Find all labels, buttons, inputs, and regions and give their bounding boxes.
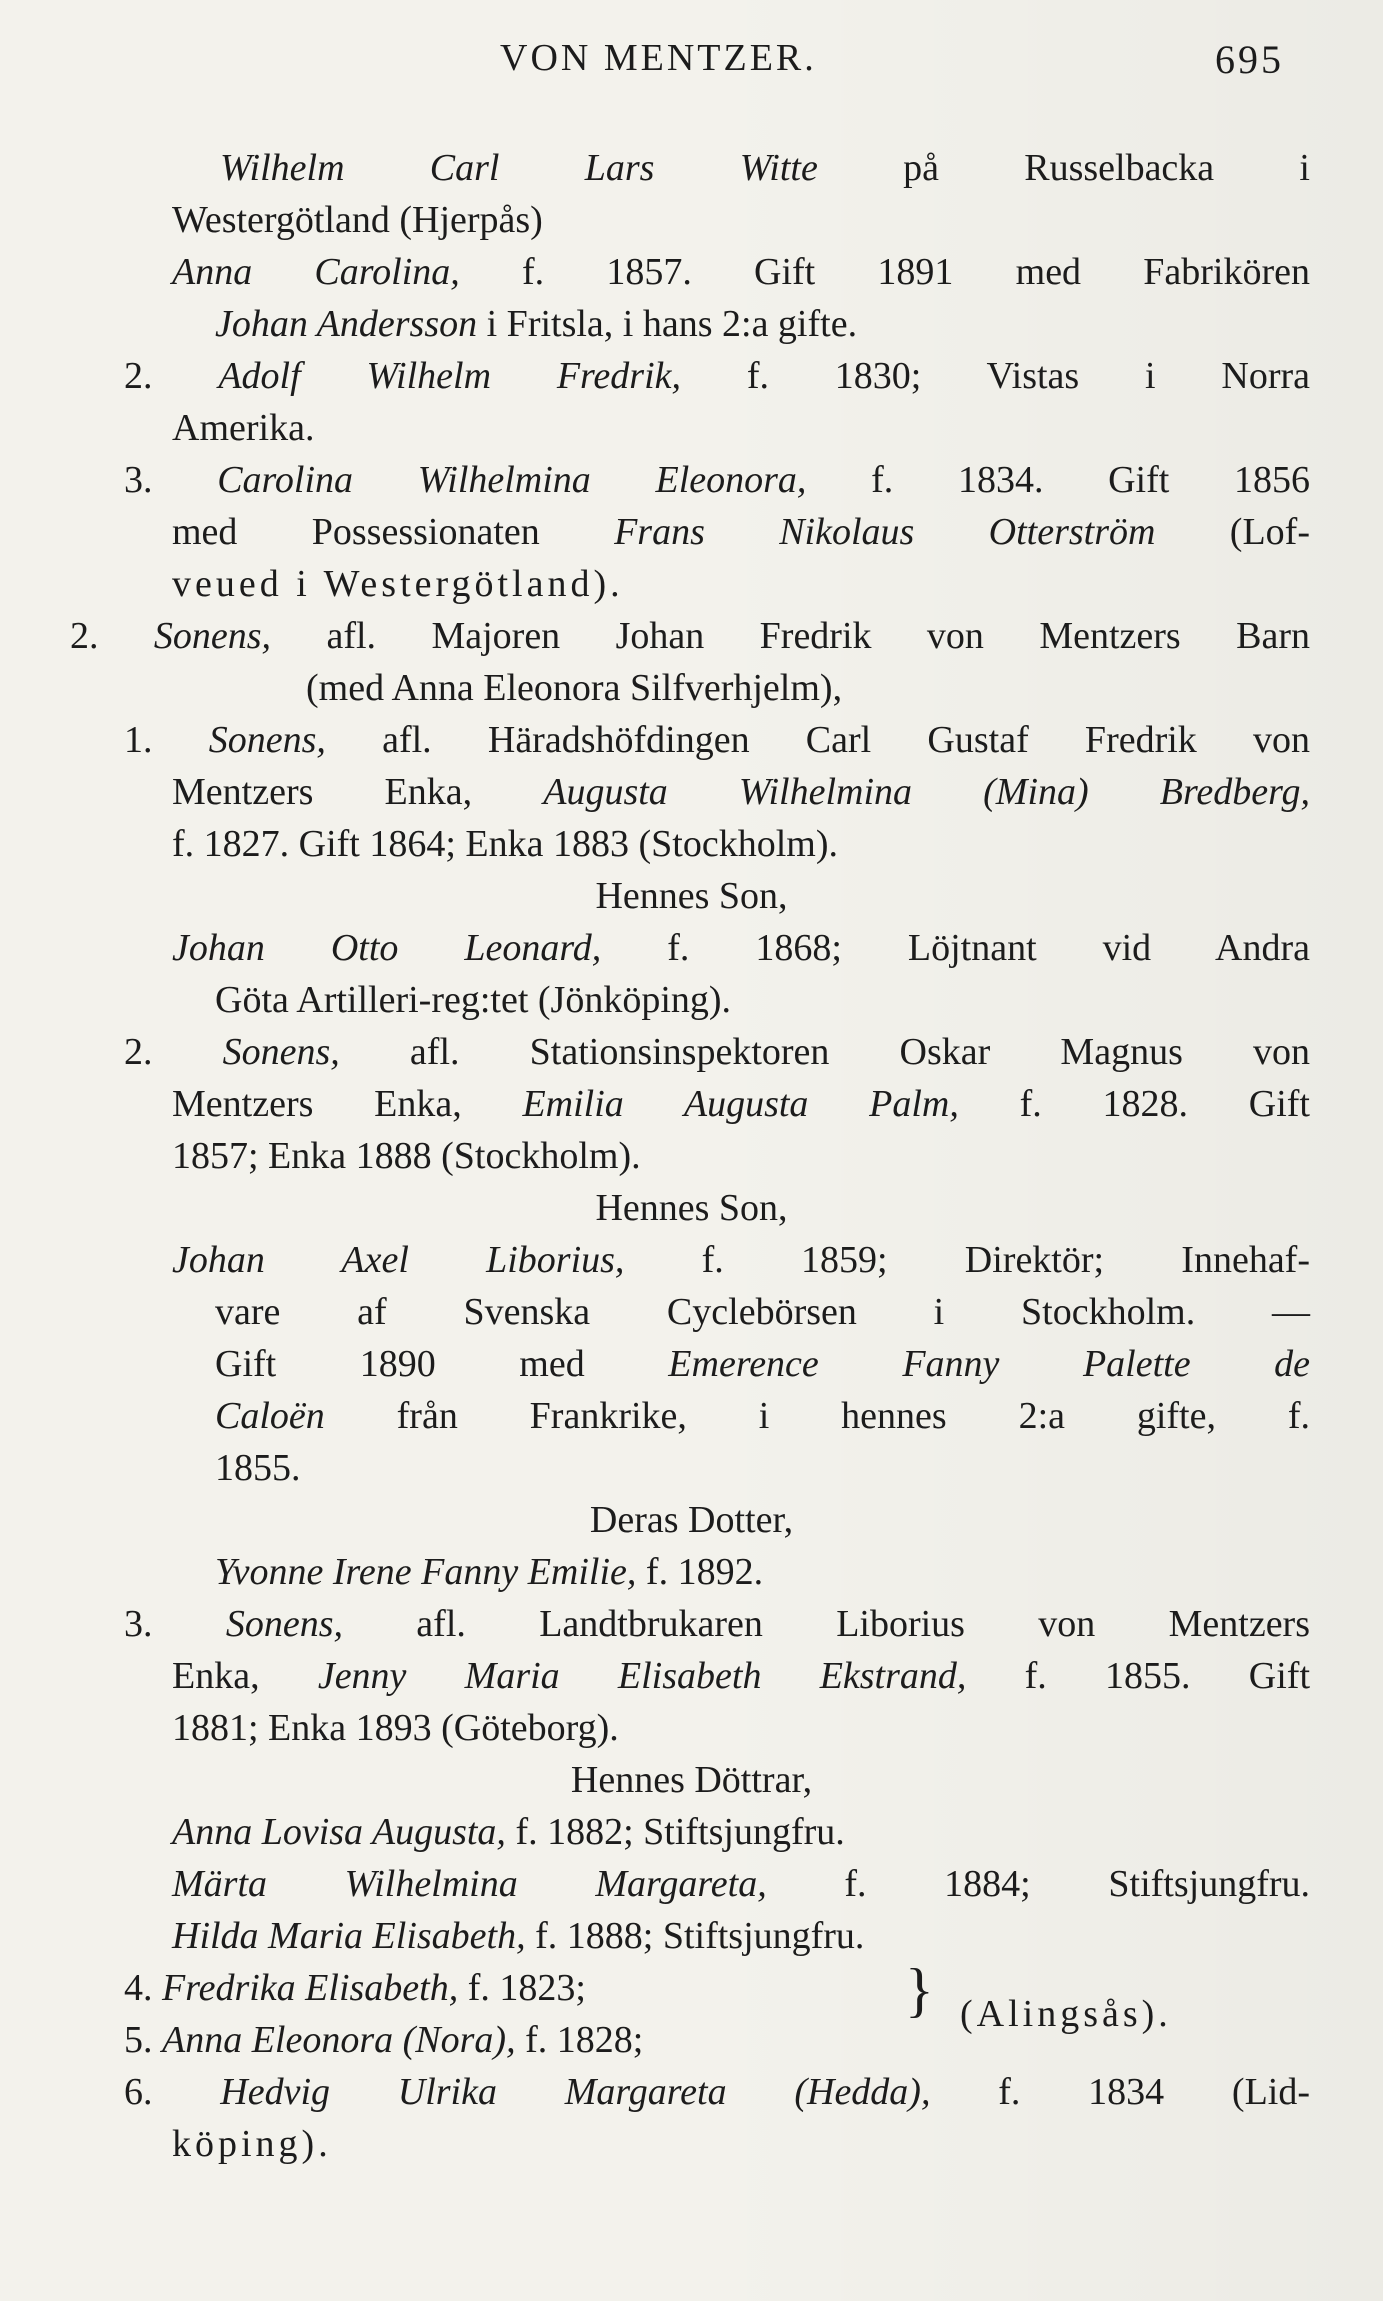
text-line: veued i Westergötland). <box>172 563 624 605</box>
text-line: Amerika. <box>172 407 315 449</box>
text-line: köping). <box>172 2123 332 2165</box>
text-line: med Possessionaten Frans Nikolaus Otterström (Lof- <box>172 511 1310 553</box>
text-line: Johan Axel Liborius, f. 1859; Direktör; Innehaf- <box>172 1239 1310 1281</box>
text-line: Yvonne Irene Fanny Emilie, f. 1892. <box>215 1551 764 1593</box>
brace-note: (Alingsås). <box>960 1993 1172 2035</box>
page-number: 695 <box>1215 37 1284 82</box>
text-line: 1857; Enka 1888 (Stockholm). <box>172 1135 641 1177</box>
text-line: Enka, Jenny Maria Elisabeth Ekstrand, f. 1855. Gift <box>172 1655 1310 1697</box>
text-line: Mentzers Enka, Emilia Augusta Palm, f. 1828. Gift <box>172 1083 1310 1125</box>
text-line: vare af Svenska Cyclebörsen i Stockholm. — <box>215 1291 1310 1333</box>
text-line: Johan Otto Leonard, f. 1868; Löjtnant vid Andra <box>172 927 1310 969</box>
text-line: 3. Carolina Wilhelmina Eleonora, f. 1834. Gift 1856 <box>124 459 1311 501</box>
text-line: Anna Carolina, f. 1857. Gift 1891 med Fabrikören <box>172 251 1310 293</box>
text-line: 1855. <box>215 1447 301 1489</box>
text-line: 2. Sonens, afl. Majoren Johan Fredrik von Mentzers Barn <box>70 615 1310 657</box>
text-line: (med Anna Eleonora Silfverhjelm), <box>306 667 843 709</box>
text-line: 2. Adolf Wilhelm Fredrik, f. 1830; Vistas i Norra <box>124 355 1310 397</box>
text-line: 5. Anna Eleonora (Nora), f. 1828; <box>124 2019 644 2061</box>
text-line: 1. Sonens, afl. Häradshöfdingen Carl Gustaf Fredrik von <box>124 719 1311 761</box>
section-heading: Hennes Son, <box>595 875 788 917</box>
text-line: Johan Andersson i Fritsla, i hans 2:a gifte. <box>215 303 858 345</box>
text-line: Märta Wilhelmina Margareta, f. 1884; Stiftsjungfru. <box>172 1863 1311 1905</box>
text-line: 4. Fredrika Elisabeth, f. 1823; <box>124 1967 586 2009</box>
running-header <box>0 36 1383 86</box>
text-line: Westergötland (Hjerpås) <box>172 199 543 241</box>
text-line: Mentzers Enka, Augusta Wilhelmina (Mina) Bredberg, <box>172 771 1311 813</box>
section-heading: Deras Dotter, <box>589 1499 794 1541</box>
text-line: Hilda Maria Elisabeth, f. 1888; Stiftsjungfru. <box>172 1915 865 1957</box>
text-line: Gift 1890 med Emerence Fanny Palette de <box>215 1343 1311 1385</box>
section-heading: Hennes Döttrar, <box>570 1759 813 1801</box>
text-line: 1881; Enka 1893 (Göteborg). <box>172 1707 619 1749</box>
section-heading: Hennes Son, <box>595 1187 788 1229</box>
text-line: Caloën från Frankrike, i hennes 2:a gifte, f. <box>215 1395 1310 1437</box>
text-line: Göta Artilleri-reg:tet (Jönköping). <box>215 979 732 1021</box>
text-line: 3. Sonens, afl. Landtbrukaren Liborius von Mentzers <box>124 1603 1310 1645</box>
header-title: VON MENTZER. <box>500 37 817 79</box>
text-line: Anna Lovisa Augusta, f. 1882; Stiftsjungfru. <box>172 1811 845 1853</box>
text-line: f. 1827. Gift 1864; Enka 1883 (Stockholm). <box>172 823 838 865</box>
brace-left: } <box>905 1957 934 2023</box>
text-line: 6. Hedvig Ulrika Margareta (Hedda), f. 1834 (Lid- <box>124 2071 1310 2113</box>
text-line: Wilhelm Carl Lars Witte på Russelbacka i <box>220 147 1310 189</box>
text-line: 2. Sonens, afl. Stationsinspektoren Oskar Magnus von <box>124 1031 1310 1073</box>
